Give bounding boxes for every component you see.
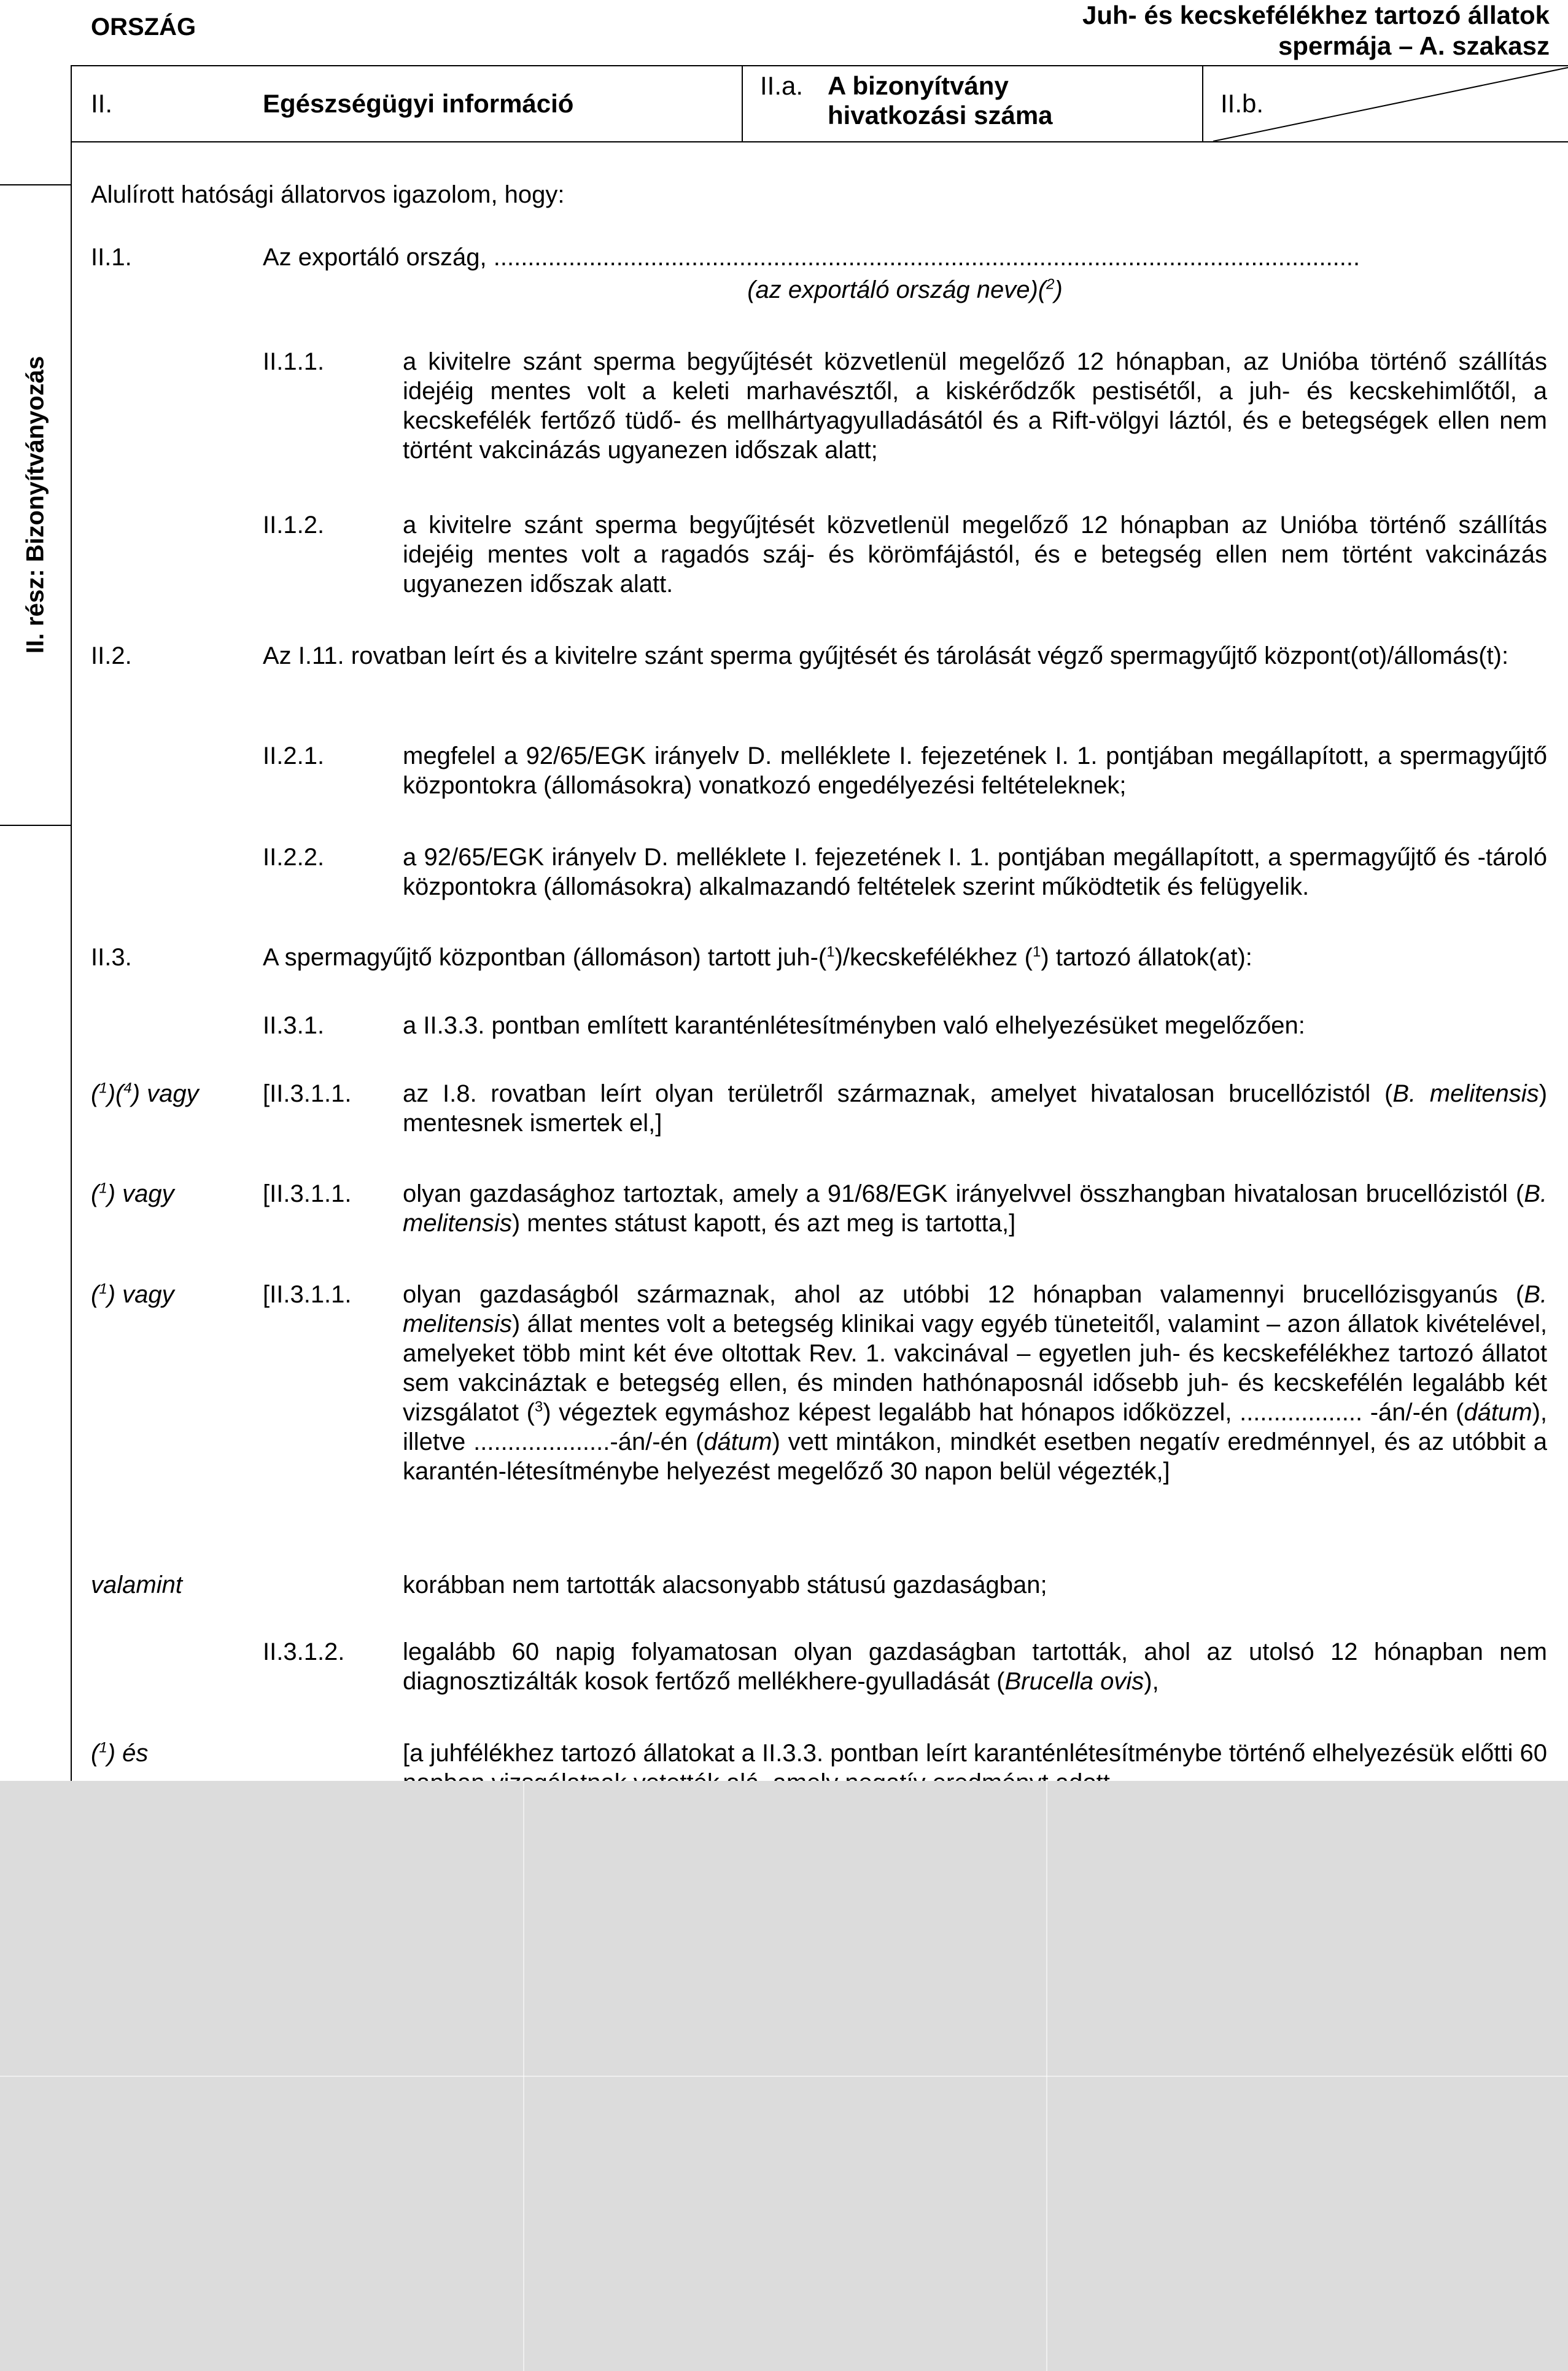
paragraph: A spermagyűjtő központban (állomáson) tartott juh-($^1$)/kecskefélékhez ($^1$) tartozó állatok(at): [263, 943, 1252, 971]
iib-label: II.b. [1221, 89, 1264, 118]
reference-number-title [828, 71, 1053, 130]
paragraph: a kivitelre szánt sperma begyűjtését közvetlenül megelőző 12 hónapban, az Unióba történő szállítás idejéig mentes volt a keleti marhavésztől, a kiskérődzők pestisétől, a juh- és kecskehimlőtől, a kecskefélék fertőző tüdő- és mellhártyagyulladásától és a Rift-völgyi láztól, és e betegségek ellen nem történt vakcinázás ugyanezen időszak alatt; [403, 348, 1547, 464]
certificate-type-line1: Juh- és kecskefélékhez tartozó állatok [1082, 1, 1550, 29]
exporting-country-line: Az exportáló ország, ............................................................................................................................... [263, 244, 1360, 271]
part-title: Egészségügyi információ [263, 89, 574, 118]
paragraph: Az I.11. rovatban leírt és a kivitelre szánt sperma gyűjtését és tárolását végző spermagyűjtő központ(ot)/állomás(t): [263, 642, 1509, 669]
certificate-type-title [936, 0, 1550, 61]
paragraph: a II.3.3. pontban említett karanténlétesítményben való elhelyezésüket megelőzően: [403, 1012, 1305, 1039]
exporting-country-note: (az exportáló ország neve)($^2$) [747, 276, 1063, 303]
option-marker: ($^1$) vagy [91, 1180, 174, 1207]
paragraph: olyan gazdasághoz tartoztak, amely a 91/68/EGK irányelvvel összhangban hivatalosan brucellózistól (B. melitensis) mentes státust kapott, és azt meg is tartotta,] [403, 1180, 1547, 1237]
paragraph: megfelel a 92/65/EGK irányelv D. melléklete I. fejezetének I. 1. pontjában megállapított, a spermagyűjtő központokra (állomásokra) vonatkozó engedélyezési feltételeknek; [403, 742, 1547, 799]
paragraph: korábban nem tartották alacsonyabb státusú gazdaságban; [403, 1571, 1047, 1598]
certificate-type-line2: spermája – A. szakasz [1278, 31, 1550, 60]
section-number: II.2. [91, 642, 132, 669]
paragraph: a 92/65/EGK irányelv D. melléklete I. fejezetének I. 1. pontjában megállapított, a spermagyűjtő és -tároló központokra (állomásokra) alkalmazandó feltételek szerint működtetik és felügyelik. [403, 844, 1547, 900]
section-number: II.1.2. [263, 512, 325, 539]
section-number: II.1. [91, 244, 132, 271]
divider [742, 66, 743, 141]
reference-title-line2: hivatkozási száma [828, 101, 1053, 130]
grid-line [0, 2076, 1568, 2077]
section-number: II.3. [91, 944, 132, 971]
section-number: [II.3.1.1. [263, 1080, 352, 1107]
option-marker: ($^1$) és [91, 1739, 149, 1767]
section-number: II.2.2. [263, 844, 325, 871]
section-number: II.2.1. [263, 742, 325, 769]
diagonal-line [1142, 65, 1568, 144]
paragraph: legalább 60 napig folyamatosan olyan gazdaságban tartották, ahol az utolsó 12 hónapban nem diagnosztizálták kosok fertőző mellékhere-gyulladását (Brucella ovis), [403, 1638, 1547, 1695]
option-marker: ($^1$)($^4$) vagy [91, 1080, 199, 1107]
section-number: II.3.1.2. [263, 1638, 345, 1665]
option-marker: ($^1$) vagy [91, 1280, 174, 1308]
country-label: ORSZÁG [91, 14, 196, 41]
side-label: II. rész: Bizonyítványozás [21, 356, 49, 654]
section-number: [II.3.1.1. [263, 1180, 352, 1207]
option-marker: valamint [91, 1571, 182, 1598]
reference-number-label: II.a. [760, 71, 804, 100]
reference-title-line1: A bizonyítvány [828, 71, 1009, 100]
intro-text: Alulírott hatósági állatorvos igazolom, hogy: [91, 181, 565, 208]
section-number: II.3.1. [263, 1012, 325, 1039]
paragraph: a kivitelre szánt sperma begyűjtését közvetlenül megelőző 12 hónapban az Unióba történő szállítás idejéig mentes volt a ragadós száj- és körömfájástól, és e betegség ellen nem történt vakcinázás ugyanezen időszak alatt. [403, 512, 1547, 598]
section-number: II.1.1. [263, 348, 325, 375]
paragraph: [a juhfélékhez tartozó állatokat a II.3.3. pontban leírt karanténlétesítménybe történő elhelyezésük előtti 60 [403, 1740, 1547, 1767]
paragraph: olyan gazdaságból származnak, ahol az utóbbi 12 hónapban valamennyi brucellózisgyanús (B. melitensis) állat mentes volt a betegség klinikai vagy egyéb tüneteitől, valamint – azon állatok kivételével, amelyeket több mint két éve oltottak Rev. 1. vakcinával – egyetlen juh- és kecskefélékhez tartozó állatot sem vakcináztak e betegség ellen, és minden hathónaposnál idősebb juh- és kecskefélén legalább két vizsgálatot ($^3$) végeztek egymáshoz képest legalább hat hónapos időközzel, .................. -án/-én (dátum), illetve ....................-án/-én (dátum) vett mintákon, mindkét esetben negatív eredménnyel, és az utóbbit a karantén-létesítménybe helyezést megelőző 30 napon belül végezték,] [403, 1281, 1547, 1485]
section-number: [II.3.1.1. [263, 1281, 352, 1308]
paragraph: az I.8. rovatban leírt olyan területről származnak, amelyet hivatalosan brucellózistól (B. melitensis) mentesnek ismertek el,] [403, 1080, 1548, 1137]
part-number: II. [91, 89, 113, 118]
